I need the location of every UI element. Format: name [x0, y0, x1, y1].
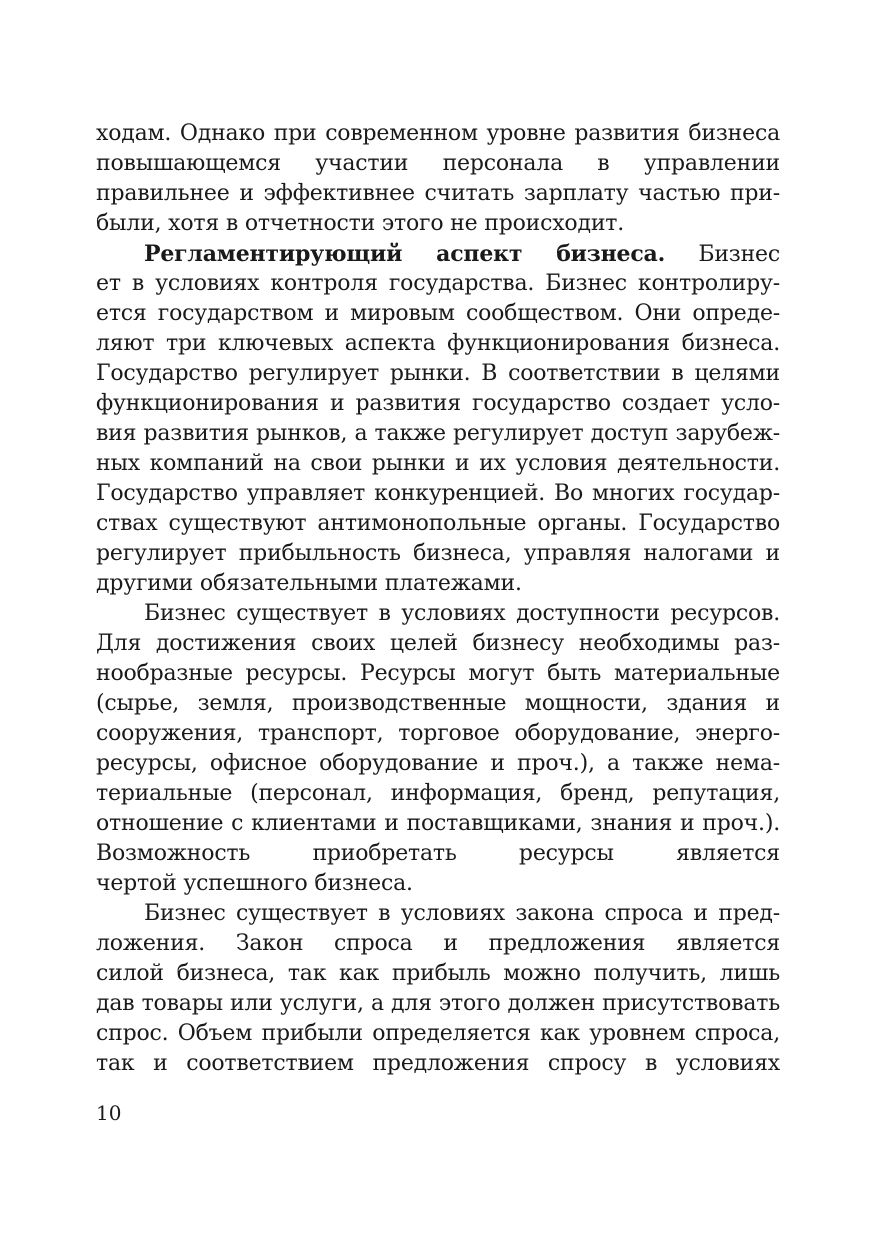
text-line: спрос. Объем прибыли определяется как уровнем спроса, [96, 1021, 780, 1046]
paragraph [96, 899, 780, 1079]
text-line: силой бизнеса, так как прибыль можно получить, лишь [96, 961, 780, 986]
text-line: ных компаний на свои рынки и их условия деятельности. [96, 451, 780, 476]
text-line: функционирования и развития государство создает усло- [96, 391, 780, 416]
text-line: (сырье, земля, производственные мощности, здания и [96, 691, 780, 716]
text-line: ствах существуют антимонопольные органы. Государство [96, 511, 780, 536]
text-line: ходам. Однако при современном уровне развития бизнеса [96, 121, 780, 146]
text-line: Государство регулирует рынки. В соответствии в целями [96, 361, 780, 386]
text-line: так и соответствием предложения спросу в условиях [96, 1051, 780, 1076]
text-line: нообразные ресурсы. Ресурсы могут быть материальные [96, 661, 780, 686]
text-line: отношение с клиентами и поставщиками, знания и проч.). [96, 811, 780, 836]
text-line [96, 239, 780, 269]
text-line: сооружения, транспорт, торговое оборудование, энерго- [96, 721, 780, 746]
text-line: ется государством и мировым сообществом. Они опреде- [96, 301, 780, 326]
text-line: териальные (персонал, информация, бренд, репутация, [96, 781, 780, 806]
text-line: ресурсы, офисное оборудование и проч.), а также нема- [96, 751, 780, 776]
text-line: Бизнес существует в условиях доступности ресурсов. [144, 601, 780, 626]
text-line: ляют три ключевых аспекта функционирования бизнеса. [96, 331, 780, 356]
paragraph [96, 239, 780, 599]
body-text [96, 119, 780, 1079]
text-line: повышающемся участии персонала в управлении [96, 151, 780, 176]
paragraph [96, 119, 780, 239]
text-line: были, хотя в отчетности этого не происходит. [96, 211, 625, 236]
paragraph [96, 599, 780, 899]
text-line: другими обязательными платежами. [96, 571, 522, 596]
heading-line-rest: Бизнес [698, 242, 780, 267]
text-line: вия развития рынков, а также регулирует доступ зарубеж- [96, 421, 780, 446]
text-line: Бизнес существует в условиях закона спроса и пред- [144, 901, 780, 926]
page-number: 10 [96, 1101, 122, 1125]
text-line: регулирует прибыльность бизнеса, управляя налогами и [96, 541, 780, 566]
text-line: ложения. Закон спроса и предложения является [96, 931, 780, 956]
text-line: Возможность приобретать ресурсы является [96, 841, 780, 866]
text-line: Государство управляет конкуренцией. Во многих государ- [96, 481, 780, 506]
text-line: Для достижения своих целей бизнесу необходимы раз- [96, 631, 780, 656]
text-line: дав товары или услуги, а для этого должен присутствовать [96, 991, 780, 1016]
section-heading: Регламентирующий аспект бизнеса. [144, 241, 666, 267]
text-line: ет в условиях контроля государства. Бизнес контролиру- [96, 271, 780, 296]
text-line: чертой успешного бизнеса. [96, 871, 413, 896]
text-line: правильнее и эффективнее считать зарплату частью при- [96, 181, 780, 206]
